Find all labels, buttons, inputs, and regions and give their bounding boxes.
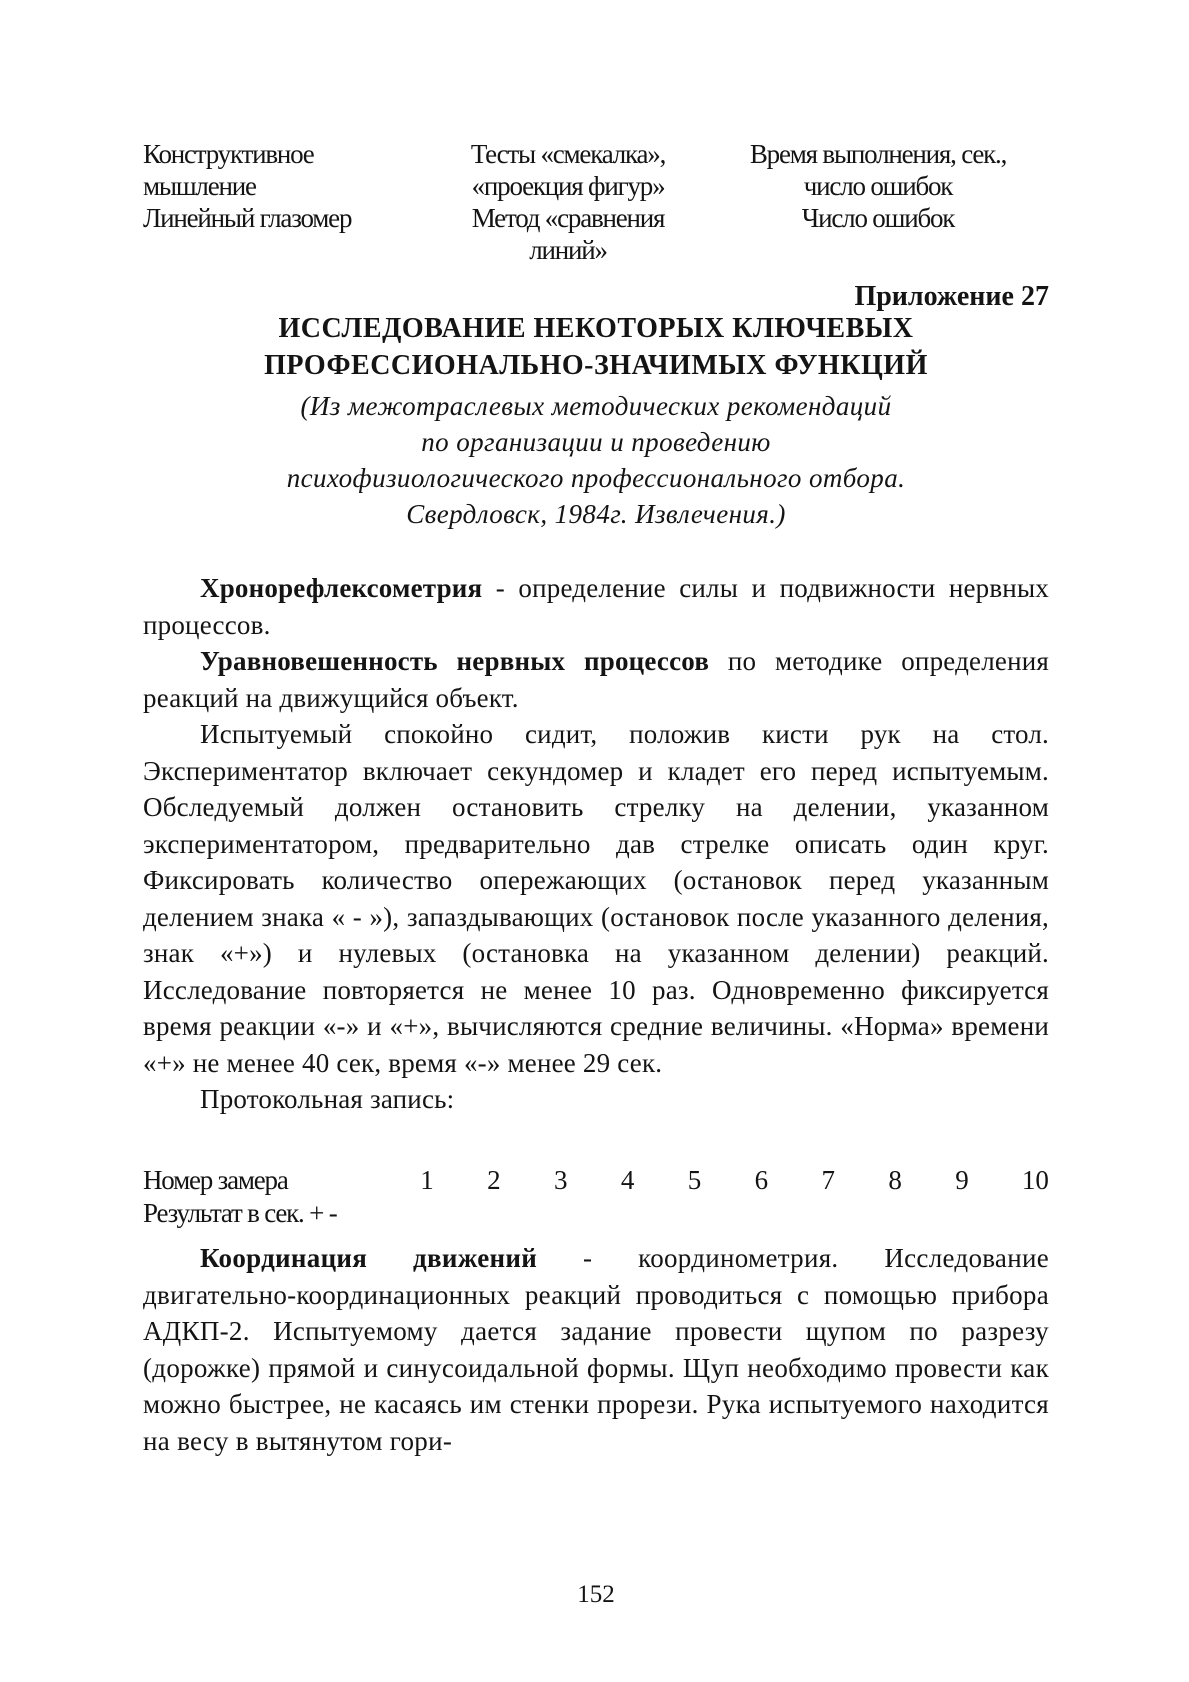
table-cell-text: число ошибок — [803, 171, 953, 201]
source-citation — [143, 388, 1049, 532]
document-page — [143, 138, 1049, 1658]
citation-line: Свердловск, 1984г. Извлечения.) — [406, 499, 786, 529]
table-cell-text: Метод «сравнения — [471, 203, 665, 233]
measure-numbers — [407, 1163, 1049, 1197]
paragraph-text: по методике определения реакций на движущийся объект. — [143, 646, 1049, 713]
coordination-section — [143, 1240, 1049, 1459]
table-row — [143, 202, 1049, 266]
body-text — [143, 570, 1049, 1118]
table-cell-indicator — [713, 138, 1043, 202]
table-cell-text: Тесты «смекалка», — [470, 139, 666, 169]
table-row — [143, 138, 1049, 202]
measure-number: 4 — [620, 1165, 635, 1195]
table-cell-text: линий» — [529, 235, 607, 265]
table-cell-text: Конструктивное — [143, 139, 314, 169]
citation-line: психофизиологического профессионального отбора. — [286, 463, 906, 493]
measure-number: 7 — [821, 1165, 835, 1195]
citation-line: (Из межотраслевых методических рекомендаций — [300, 391, 892, 421]
measure-number: 9 — [955, 1165, 969, 1195]
appendix-label: Приложение 27 — [854, 281, 1049, 312]
table-cell-method — [443, 138, 693, 202]
table-cell-method — [443, 202, 693, 266]
paragraph-balance — [143, 643, 1049, 716]
term-bold: Координация движений — [200, 1243, 538, 1273]
protocol-result-row: Результат в сек. + - — [143, 1198, 337, 1228]
measure-number: 8 — [888, 1165, 902, 1195]
table-cell-text: «проекция фигур» — [471, 171, 665, 201]
paragraph-text: - определение силы и подвижности нервных процессов. — [143, 573, 1049, 640]
section-heading — [143, 310, 1049, 384]
paragraph-chronoreflexometry — [143, 570, 1049, 643]
heading-line: ИССЛЕДОВАНИЕ НЕКОТОРЫХ КЛЮЧЕВЫХ — [278, 313, 914, 344]
measure-number: 6 — [754, 1165, 769, 1195]
measure-number: 2 — [487, 1165, 501, 1195]
paragraph-text: - координометрия. Исследование двигательно-координационных реакций проводиться с помощью прибора АДКП-2. Испытуемому дается задание провести щупом по разрезу (дорожке) прямой и синусоидальной формы. Щуп необходимо провести как можно быстрее, не касаясь им стенки прорези. Рука испытуемого находится на весу в вытянутом гори- — [143, 1243, 1049, 1456]
measure-number: 5 — [687, 1165, 702, 1195]
paragraph-procedure: Испытуемый спокойно сидит, положив кисти рук на стол. Экспериментатор включает секундомер и кладет его перед испытуемым. Обследуемый должен остановить стрелку на делении, указанном экспериментатором, предварительно дав стрелке описать один круг. Фиксировать количество опережающих (остановок перед указанным делением знака « - »), запаздывающих (остановок после указанного деления, знак «+») и нулевых (остановка на указанном делении) реакций. Исследование повторяется не менее 10 раз. Одновременно фиксируется время реакции «-» и «+», вычисляются средние величины. «Норма» времени «+» не менее 40 сек, время «-» менее 29 сек. — [143, 719, 1049, 1078]
measure-label: Номер замера — [143, 1165, 288, 1195]
table-cell-function — [143, 138, 443, 202]
measure-number: 10 — [1021, 1165, 1049, 1195]
protocol-label: Протокольная запись: — [200, 1084, 455, 1114]
table-cell-text: Линейный глазомер — [143, 203, 352, 233]
paragraph-coordination — [143, 1240, 1049, 1459]
table-cell-text: Время выполнения, сек., — [749, 139, 1007, 169]
term-bold: Хронорефлексометрия — [200, 573, 483, 603]
table-cell-indicator — [713, 202, 1043, 266]
measure-number: 3 — [554, 1165, 568, 1195]
table-cell-text: мышление — [143, 171, 256, 201]
page-number: 152 — [577, 1581, 615, 1608]
measure-number: 1 — [420, 1165, 434, 1195]
term-bold: Уравновешенность нервных процессов — [200, 646, 710, 676]
criteria-table — [143, 138, 1049, 266]
table-cell-function — [143, 202, 443, 266]
heading-line: ПРОФЕССИОНАЛЬНО-ЗНАЧИМЫХ ФУНКЦИЙ — [264, 350, 928, 381]
table-cell-text: Число ошибок — [801, 203, 955, 233]
citation-line: по организации и проведению — [421, 427, 771, 457]
protocol-measure-row — [143, 1163, 1049, 1197]
